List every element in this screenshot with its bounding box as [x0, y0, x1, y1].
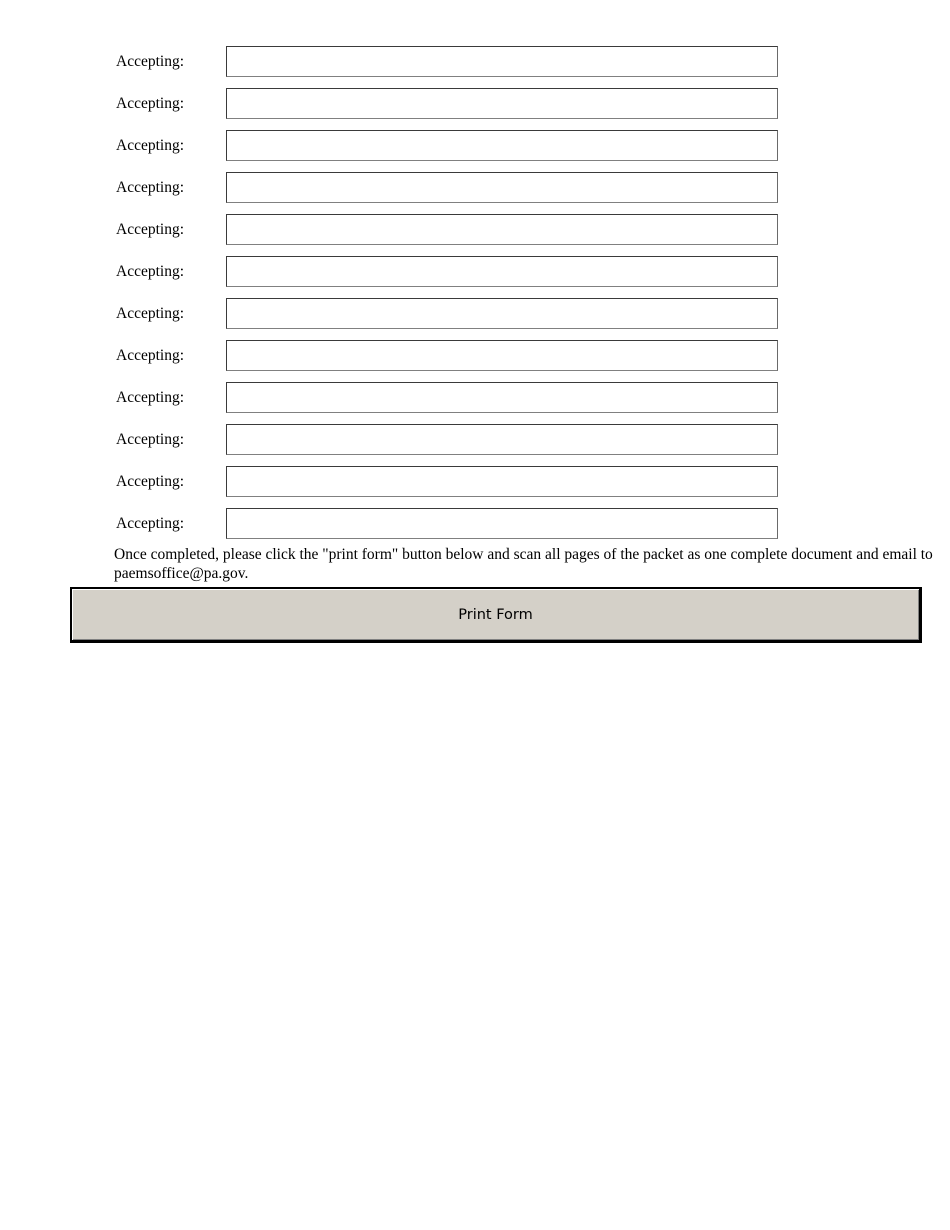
accepting-label: Accepting:: [116, 473, 185, 490]
accepting-row: [0, 88, 950, 130]
accepting-input[interactable]: [226, 130, 778, 161]
accepting-label: Accepting:: [116, 179, 185, 196]
accepting-fields-list: [0, 46, 950, 550]
accepting-label: Accepting:: [116, 515, 185, 532]
accepting-label: Accepting:: [116, 53, 185, 70]
accepting-row: [0, 172, 950, 214]
accepting-label: Accepting:: [116, 305, 185, 322]
accepting-label: Accepting:: [116, 221, 185, 238]
accepting-input[interactable]: [226, 172, 778, 203]
accepting-input[interactable]: [226, 88, 778, 119]
accepting-row: [0, 46, 950, 88]
accepting-row: [0, 256, 950, 298]
accepting-row: [0, 466, 950, 508]
accepting-input[interactable]: [226, 256, 778, 287]
accepting-input[interactable]: [226, 340, 778, 371]
accepting-row: [0, 340, 950, 382]
accepting-row: [0, 214, 950, 256]
accepting-row: [0, 130, 950, 172]
accepting-input[interactable]: [226, 214, 778, 245]
accepting-label: Accepting:: [116, 389, 185, 406]
accepting-input[interactable]: [226, 382, 778, 413]
accepting-row: [0, 382, 950, 424]
accepting-label: Accepting:: [116, 263, 185, 280]
accepting-label: Accepting:: [116, 347, 185, 364]
accepting-input[interactable]: [226, 424, 778, 455]
accepting-row: [0, 298, 950, 340]
accepting-input[interactable]: [226, 298, 778, 329]
accepting-label: Accepting:: [116, 137, 185, 154]
accepting-input[interactable]: [226, 46, 778, 77]
print-form-button-label: Print Form: [458, 606, 533, 623]
accepting-row: [0, 424, 950, 466]
print-form-button[interactable]: [70, 587, 922, 643]
accepting-input[interactable]: [226, 508, 778, 539]
accepting-row: [0, 508, 950, 550]
accepting-input[interactable]: [226, 466, 778, 497]
accepting-label: Accepting:: [116, 431, 185, 448]
submission-instructions: Once completed, please click the "print form" button below and scan all pages of the packet as one complete document and email to paemsoffice@pa.gov.: [114, 546, 933, 582]
accepting-label: Accepting:: [116, 95, 185, 112]
